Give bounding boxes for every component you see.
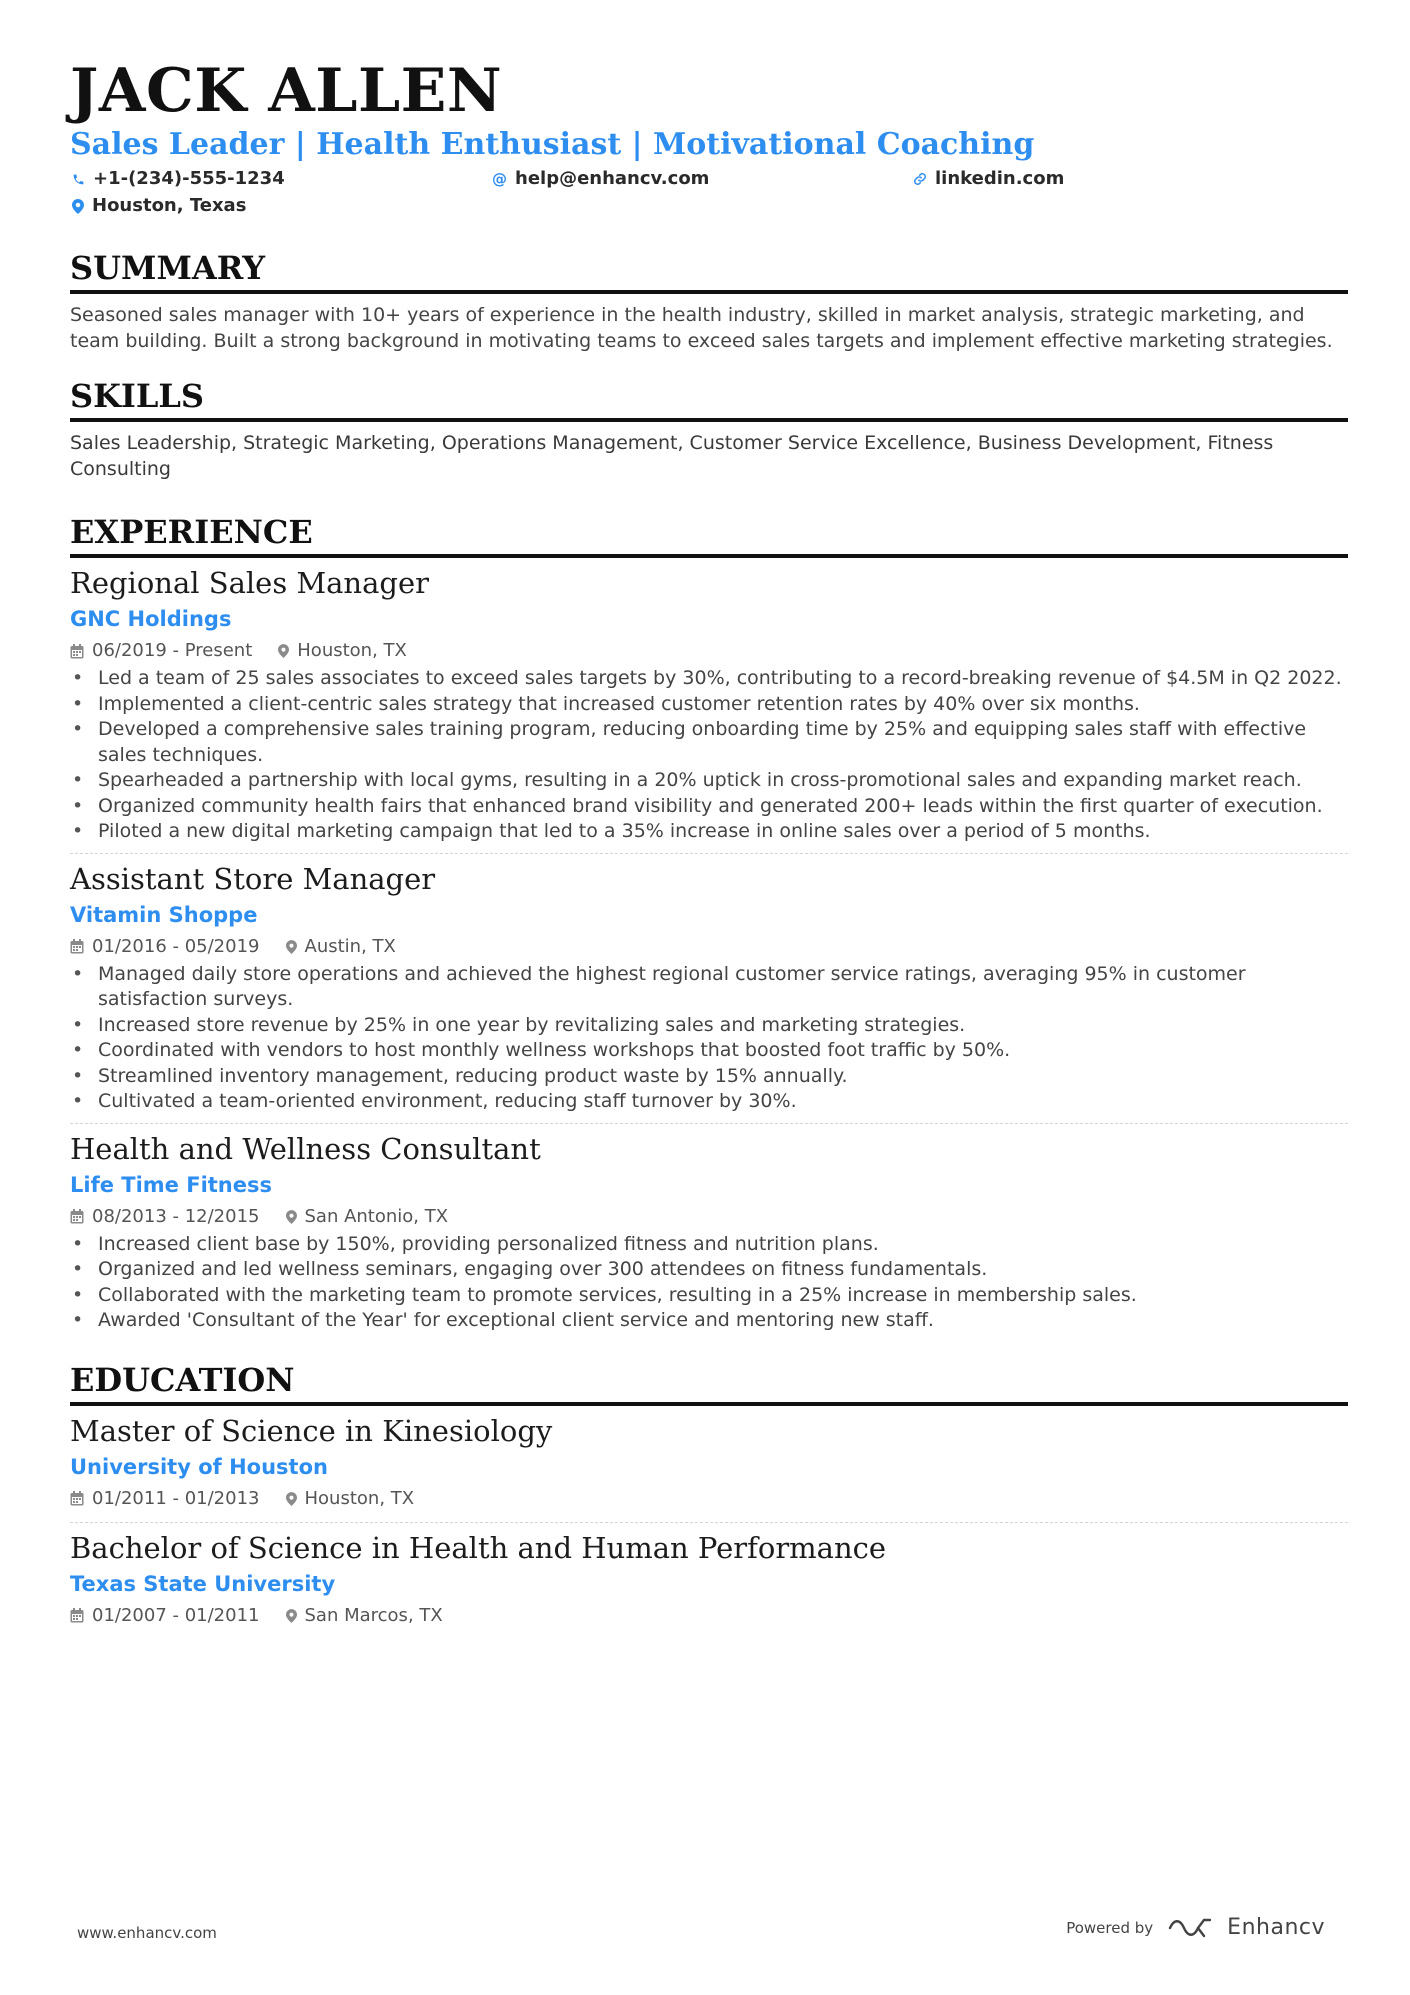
job-bullet: • Spearheaded a partnership with local gyms, resulting in a 20% uptick in cross-promotional sales and expanding market reach. — [70, 768, 1348, 794]
entry-divider — [70, 853, 1348, 854]
education-meta — [70, 1484, 1348, 1514]
job-dates: 06/2019 - Present — [92, 640, 253, 661]
job-title: Regional Sales Manager — [70, 566, 429, 600]
job-bullet: • Developed a comprehensive sales training program, reducing onboarding time by 25% and equipping sales staff with effective sales techniques. — [70, 717, 1348, 768]
skills-text: Sales Leadership, Strategic Marketing, Operations Management, Customer Service Excellence, Business Development, Fitness Consulting — [70, 432, 1274, 480]
link-icon — [913, 172, 927, 186]
job-bullet: • Coordinated with vendors to host monthly wellness workshops that boosted foot traffic by 50%. — [70, 1038, 1348, 1064]
job-dates: 01/2016 - 05/2019 — [92, 935, 260, 957]
job-meta — [70, 636, 1348, 666]
phone-text: +1-(234)-555-1234 — [93, 168, 285, 189]
education-entry — [70, 1529, 1348, 1631]
education-dates: 01/2007 - 01/2011 — [92, 1604, 260, 1626]
location-pin-icon — [286, 1210, 297, 1224]
job-location: Houston, TX — [297, 640, 407, 661]
school-name: University of Houston — [70, 1454, 328, 1479]
entry-divider — [70, 1123, 1348, 1124]
calendar-icon — [70, 1491, 84, 1506]
skills-heading: SKILLS — [70, 376, 1348, 422]
resume-content — [70, 56, 1348, 1631]
job-title: Assistant Store Manager — [70, 861, 436, 896]
location-pin-icon — [72, 199, 84, 214]
location-pin-icon — [278, 644, 289, 658]
summary-text: Seasoned sales manager with 10+ years of experience in the health industry, skilled in market analysis, strategic marketing, and team building. Built a strong background in motivating teams to exceed sales targets and implement effective marketing strategies. — [70, 304, 1333, 352]
calendar-icon — [70, 939, 84, 954]
job-meta — [70, 1202, 1348, 1232]
job-bullets — [70, 962, 1348, 1115]
footer-branding — [1066, 1915, 1325, 1940]
company-name: Vitamin Shoppe — [70, 902, 258, 927]
job-bullet: • Organized community health fairs that enhanced brand visibility and generated 200+ leads within the first quarter of execution. — [70, 794, 1348, 820]
location-text: Houston, Texas — [92, 195, 247, 216]
job-bullet: • Increased client base by 150%, providing personalized fitness and nutrition plans. — [70, 1232, 1348, 1258]
summary-section — [70, 248, 1348, 354]
contact-location — [72, 193, 246, 219]
job-bullet: • Increased store revenue by 25% in one year by revitalizing sales and marketing strategies. — [70, 1013, 1348, 1039]
education-heading: EDUCATION — [70, 1360, 1348, 1406]
at-icon: @ — [492, 170, 507, 188]
job-bullet: • Led a team of 25 sales associates to exceed sales targets by 30%, contributing to a record-breaking revenue of $4.5M in Q2 2022. — [70, 666, 1348, 692]
job-bullet: • Cultivated a team-oriented environment, reducing staff turnover by 30%. — [70, 1089, 1348, 1115]
education-entry — [70, 1412, 1348, 1523]
linkedin-text[interactable]: linkedin.com — [935, 168, 1065, 189]
location-pin-icon — [286, 940, 297, 954]
contact-linkedin[interactable] — [913, 166, 1064, 192]
education-location: Houston, TX — [304, 1487, 415, 1509]
company-name: Life Time Fitness — [70, 1172, 273, 1197]
job-bullets — [70, 1232, 1348, 1334]
enhancv-logo-icon — [1167, 1916, 1213, 1940]
education-meta — [70, 1601, 1348, 1631]
job-bullet: • Organized and led wellness seminars, engaging over 300 attendees on fitness fundamentals. — [70, 1257, 1348, 1283]
calendar-icon — [70, 644, 84, 659]
phone-icon — [72, 173, 85, 186]
summary-heading: SUMMARY — [70, 248, 1348, 294]
job-bullet: • Implemented a client-centric sales strategy that increased customer retention rates by 40% over six months. — [70, 692, 1348, 718]
company-name: GNC Holdings — [70, 607, 232, 631]
location-pin-icon — [286, 1492, 297, 1506]
job-bullet: • Collaborated with the marketing team to promote services, resulting in a 25% increase in membership sales. — [70, 1283, 1348, 1309]
contact-email[interactable] — [492, 166, 709, 192]
experience-entry — [70, 860, 1348, 1124]
candidate-headline: Sales Leader | Health Enthusiast | Motivational Coaching — [70, 127, 1035, 162]
job-dates: 08/2013 - 12/2015 — [92, 1205, 260, 1227]
experience-entry — [70, 1130, 1348, 1334]
job-location: Austin, TX — [304, 935, 396, 957]
experience-heading: EXPERIENCE — [70, 512, 1348, 558]
calendar-icon — [70, 1608, 84, 1623]
experience-section — [70, 512, 1348, 1334]
degree-title: Master of Science in Kinesiology — [70, 1413, 553, 1448]
calendar-icon — [70, 1209, 84, 1224]
entry-divider — [70, 1522, 1348, 1523]
job-bullet: • Awarded 'Consultant of the Year' for exceptional client service and mentoring new staff. — [70, 1308, 1348, 1334]
contact-phone — [72, 166, 285, 192]
footer-website[interactable]: www.enhancv.com — [77, 1924, 217, 1942]
skills-section — [70, 376, 1348, 482]
job-bullet: • Managed daily store operations and achieved the highest regional customer service ratings, averaging 95% in customer satisfaction surveys. — [70, 962, 1348, 1013]
school-name: Texas State University — [70, 1571, 336, 1596]
job-title: Health and Wellness Consultant — [70, 1131, 541, 1166]
job-bullets — [70, 666, 1348, 845]
resume-header — [70, 56, 1348, 222]
location-pin-icon — [286, 1609, 297, 1623]
job-bullet: • Piloted a new digital marketing campaign that led to a 35% increase in online sales over a period of 5 months. — [70, 819, 1348, 845]
experience-entry — [70, 564, 1348, 854]
degree-title: Bachelor of Science in Health and Human Performance — [70, 1530, 887, 1565]
email-text[interactable]: help@enhancv.com — [515, 168, 710, 189]
brand-name: Enhancv — [1227, 1915, 1325, 1940]
job-bullet: • Streamlined inventory management, reducing product waste by 15% annually. — [70, 1064, 1348, 1090]
education-location: San Marcos, TX — [304, 1604, 443, 1626]
powered-by-label: Powered by — [1066, 1918, 1154, 1937]
contact-info — [70, 166, 1348, 222]
job-location: San Antonio, TX — [304, 1205, 449, 1227]
job-meta — [70, 932, 1348, 962]
candidate-name: JACK ALLEN — [70, 56, 503, 126]
education-section — [70, 1360, 1348, 1631]
education-dates: 01/2011 - 01/2013 — [92, 1487, 260, 1509]
